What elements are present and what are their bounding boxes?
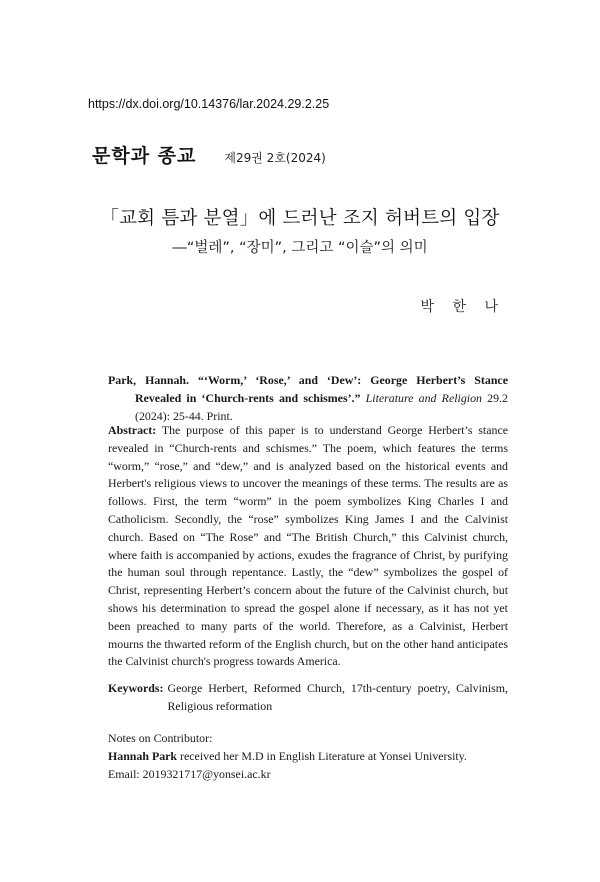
journal-name: 문학과 종교 (92, 145, 197, 167)
keywords-text: George Herbert, Reformed Church, 17th-century poetry, Calvinism, Religious reformation (167, 681, 508, 713)
keywords-label: Keywords: (108, 681, 164, 695)
paper-title: 「교회 틈과 분열」에 드러난 조지 허버트의 입장 (100, 208, 500, 229)
contributor-bio: received her M.D in English Literature at Yonsei University. (177, 748, 467, 763)
contributor-name: Hannah Park (108, 748, 178, 763)
citation-text (108, 372, 508, 425)
abstract-label: Abstract: (108, 423, 157, 437)
citation-lead: Park, Hannah. “‘Worm,’ ‘Rose,’ and ‘Dew’: George Herbert’s Stance Revealed in ‘Church-rents and schismes’.” (108, 373, 508, 405)
contributor-line (108, 748, 508, 766)
journal-header (92, 141, 326, 168)
citation-journal: Literature and Religion (365, 390, 482, 405)
doi-link[interactable]: https://dx.doi.org/10.14376/lar.2024.29.2.25 (88, 97, 330, 111)
abstract-body: The purpose of this paper is to understand George Herbert’s stance revealed in “Church-rents and schismes.” The poem, which features the terms “worm,” “rose,” and “dew,” and is analyzed based on the historical events and Herbert's religious views to uncover the meanings of these terms. The results are as follows. First, the term “worm” in the poem symbolizes King Charles I and Catholicism. Secondly, the “rose” symbolizes King James I and the Calvinist church. Based on “The Rose” and “The British Church,” this Calvinist church, where faith is accompanied by actions, exudes the fragrance of Christ, by purifying the human soul through repentance. Lastly, the “dew” symbolizes the gospel of Christ, representing Herbert’s concern about the future of the Calvinist church, but shows his determination to spread the gospel alone if necessary, as it has not yet been preached to many parts of the world. Therefore, as a Calvinist, Herbert mourns the thwarted reform of the English church, but on the other hand anticipates the Calvinist church's progress towards America. (108, 423, 508, 669)
journal-volume: 제29권 2호(2024) (224, 151, 326, 165)
notes-heading: Notes on Contributor: (108, 731, 213, 745)
contributor-email[interactable]: Email: 2019321717@yonsei.ac.kr (108, 766, 271, 781)
abstract-block (108, 422, 508, 671)
author-name: 박 한 나 (420, 299, 505, 315)
keywords-block (108, 680, 508, 716)
abstract-text (108, 422, 508, 671)
citation-rest: 29.2 (2024): 25-44. Print. (135, 390, 508, 423)
citation-block (108, 372, 508, 425)
notes-block (108, 730, 508, 783)
paper-subtitle: ―“벌레”, “장미”, 그리고 “이슬”의 의미 (172, 240, 428, 256)
